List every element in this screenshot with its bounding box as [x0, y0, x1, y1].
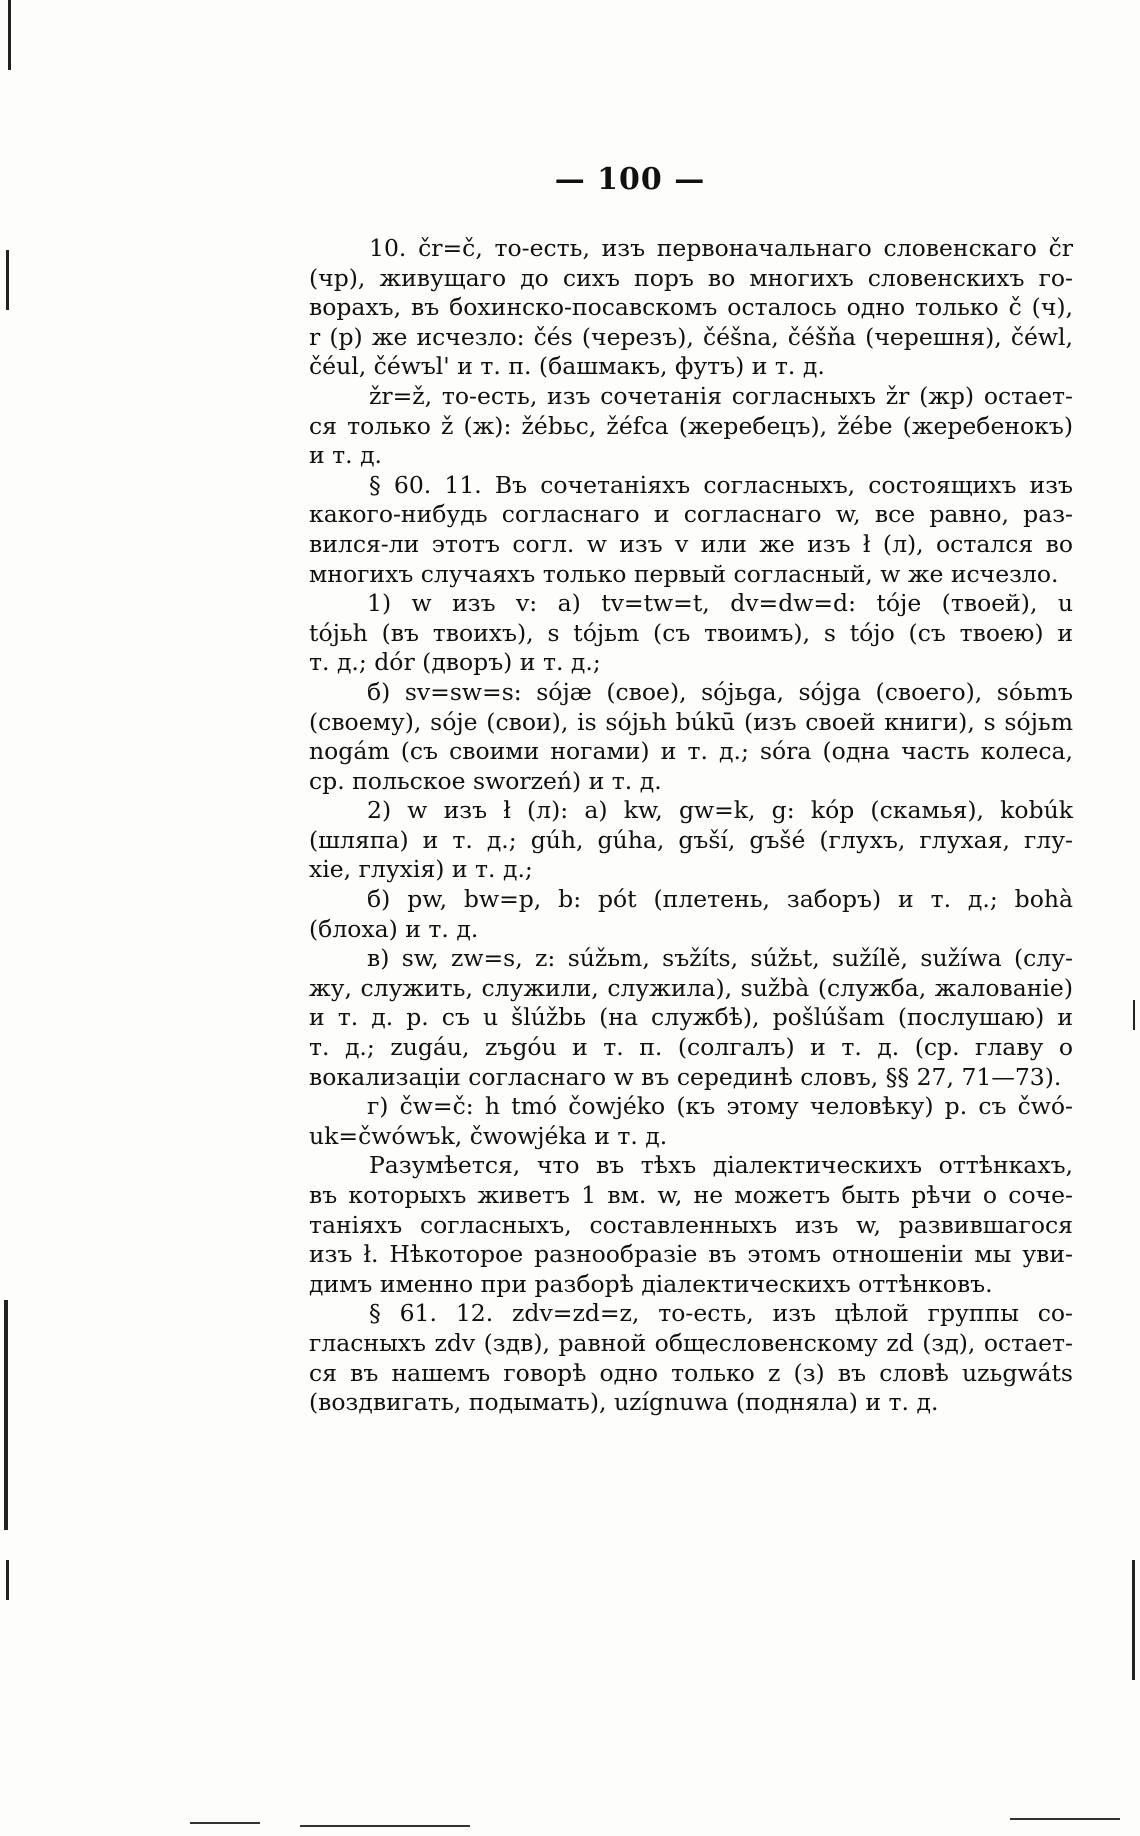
text-line: 10. čr=č, то-есть, изъ первоначальнаго словенскаго čr	[369, 234, 1073, 262]
text-line: таніяхъ согласныхъ, составленныхъ изъ w, развившагося	[309, 1210, 1073, 1239]
text-line: ворахъ, въ бохинско-посавскомъ осталось одно только č (ч),	[309, 293, 1073, 322]
text-line: вился-ли этотъ согл. w изъ v или же изъ ł (л), остался во	[309, 529, 1073, 558]
scan-artifact-bottom-3	[1010, 1818, 1120, 1820]
text-line: 1) w изъ v: а) tv=tw=t, dv=dw=d: tóje (твоей), u	[367, 589, 1073, 618]
text-line: uk=čwówъk, čwowjéka и т. д.	[309, 1121, 668, 1150]
scan-artifact-left-1	[8, 0, 11, 70]
scan-artifact-right-2	[1133, 1000, 1135, 1030]
text-line: г) čw=č: h tmó čowjéko (къ этому человѣку) р. съ čwó-	[367, 1092, 1073, 1121]
scan-artifact-left-3	[4, 1300, 8, 1530]
text-line: tójьh (въ твоихъ), s tójьm (съ твоимъ), s tójo (съ твоею) и	[309, 618, 1073, 647]
text-line: ся только ž (ж): žébьc, žéfca (жеребецъ), žébe (жеребенокъ)	[309, 411, 1073, 440]
text-line: (воздвигать, подымать), uzígnuwa (подняла) и т. д.	[309, 1388, 939, 1417]
section-heading-line: § 61. 12. zdv=zd=z, то-есть, изъ цѣлой группы со-	[369, 1299, 1073, 1328]
text-line: čéul, čéwъl' и т. п. (башмакъ, футъ) и т. д.	[309, 352, 825, 381]
text-line: žr=ž, то-есть, изъ сочетанія согласныхъ žr (жр) остает-	[369, 381, 1073, 410]
text-line: (шляпа) и т. д.; gúh, gúha, gъší, gъšé (глухъ, глухая, глу-	[309, 825, 1073, 854]
page-number: — 100 —	[554, 162, 706, 197]
text-line: какого-нибудь согласнаго и согласнаго w, все равно, раз-	[309, 500, 1073, 529]
text-line: т. д.; dór (дворъ) и т. д.;	[309, 648, 601, 677]
section-heading-line: § 60. 11. Въ сочетаніяхъ согласныхъ, состоящихъ изъ	[369, 470, 1073, 499]
text-line: (блоха) и т. д.	[309, 914, 479, 943]
text-line: 2) w изъ ł (л): а) kw, gw=k, g: kóp (скамья), kobúk	[367, 796, 1073, 825]
text-line: nogám (съ своими ногами) и т. д.; sóra (одна часть колеса,	[309, 737, 1073, 766]
text-line: вокализаціи согласнаго w въ серединѣ словъ, §§ 27, 71—73).	[309, 1062, 1062, 1091]
scan-artifact-left-4	[6, 1560, 9, 1600]
scan-artifact-right-1	[1132, 1560, 1135, 1680]
text-line: въ которыхъ живетъ 1 вм. w, не можетъ быть рѣчи о соче-	[309, 1181, 1073, 1209]
text-line: хіе, глухія) и т. д.;	[309, 855, 533, 884]
text-line: и т. д. р. съ u šlúžbь (на службѣ), pošlúšam (послушаю) и	[309, 1003, 1073, 1032]
text-line: т. д.; zugáu, zъgóu и т. п. (солгалъ) и т. д. (ср. главу о	[309, 1033, 1073, 1062]
text-line: и т. д.	[309, 441, 383, 470]
text-line: Разумѣется, что въ тѣхъ діалектическихъ оттѣнкахъ,	[369, 1151, 1073, 1180]
text-line: (своему), sóje (свои), is sójьh búkū (изъ своей книги), s sójьm	[309, 707, 1073, 736]
text-line: (чр), живущаго до сихъ поръ во многихъ словенскихъ го-	[309, 263, 1073, 292]
scan-artifact-bottom-2	[300, 1825, 470, 1827]
text-line: изъ ł. Нѣкоторое разнообразіе въ этомъ отношеніи мы уви-	[309, 1240, 1073, 1269]
text-line: димъ именно при разборѣ діалектическихъ оттѣнковъ.	[309, 1269, 993, 1298]
text-line: б) sv=sw=s: sójæ (свое), sójьga, sójga (своего), sóьmъ	[367, 677, 1073, 706]
text-line: б) pw, bw=p, b: pót (плетень, заборъ) и т. д.; bohà	[367, 885, 1073, 914]
text-line: r (р) же исчезло: čés (черезъ), čéšna, čéšňa (черешня), čéwl,	[309, 322, 1073, 351]
text-line: гласныхъ zdv (здв), равной общесловенскому zd (зд), остает-	[309, 1328, 1073, 1357]
text-line: многихъ случаяхъ только первый согласный, w же исчезло.	[309, 559, 1059, 588]
text-line: жу, служить, служили, служила), sužbà (служба, жалованіе)	[309, 973, 1073, 1002]
text-line: ся въ нашемъ говорѣ одно только z (з) въ словѣ uzьgwáts	[309, 1358, 1073, 1387]
text-line: ср. польское sworzeń) и т. д.	[309, 766, 662, 795]
scan-artifact-bottom-1	[190, 1822, 260, 1824]
text-line: в) sw, zw=s, z: súžьm, sъžíts, súžьt, sužílě, sužíwa (слу-	[367, 944, 1073, 973]
scan-artifact-left-2	[6, 250, 9, 310]
body-text	[309, 234, 1073, 1418]
